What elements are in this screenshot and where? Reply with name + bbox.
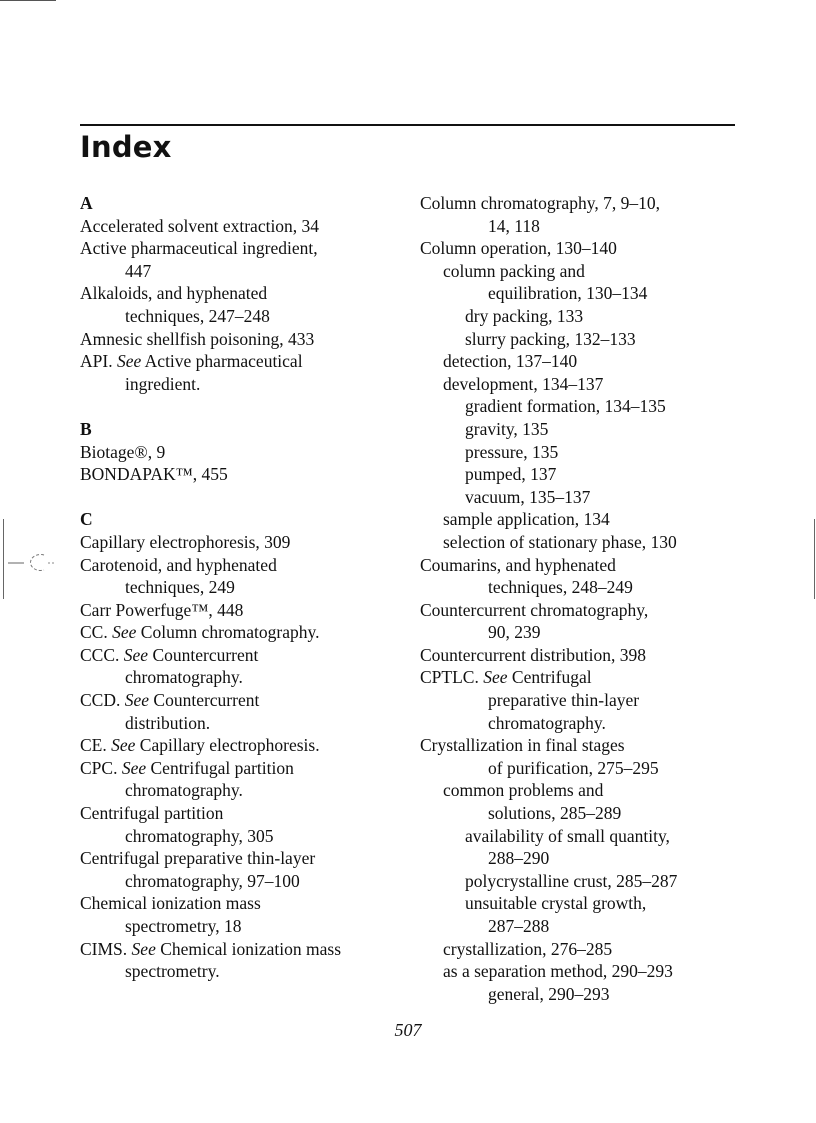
entry-abbreviation: CCC. (80, 644, 124, 665)
index-entry: Column chromatography, 7, 9–10, (420, 193, 660, 213)
index-entry (80, 350, 410, 373)
index-entry (80, 757, 410, 780)
index-entry: Countercurrent chromatography, (420, 599, 649, 620)
index-entry-continuation: 14, 118 (488, 215, 540, 236)
entry-target: Centrifugal partition (146, 757, 294, 778)
see-reference: See (112, 622, 137, 643)
index-entry-continuation: chromatography. (125, 780, 243, 801)
index-letter-heading: B (80, 418, 92, 439)
index-letter-heading: C (80, 509, 93, 530)
entry-target: Column chromatography. (136, 622, 320, 643)
index-entry: Capillary electrophoresis, 309 (80, 531, 291, 552)
punch-hole-mark (8, 552, 58, 572)
binding-edge-right (814, 519, 815, 599)
index-entry-continuation: 90, 239 (488, 622, 541, 643)
index-entry: Centrifugal preparative thin-layer (80, 848, 316, 869)
entry-abbreviation: API. (80, 351, 117, 372)
index-entry-continuation: solutions, 285–289 (488, 803, 622, 824)
index-entry-continuation: sample application, 134 (443, 509, 610, 530)
index-entry: Amnesic shellfish poisoning, 433 (80, 328, 315, 349)
entry-abbreviation: CIMS. (80, 938, 132, 959)
index-entry: Coumarins, and hyphenated (420, 554, 616, 575)
entry-target: Countercurrent (148, 644, 259, 665)
index-letter-heading: A (80, 193, 93, 213)
index-column-left (80, 192, 410, 983)
section-spacer (80, 395, 410, 418)
index-entry-continuation: common problems and (443, 780, 604, 801)
index-entry-continuation: distribution. (125, 712, 211, 733)
index-column-right (420, 192, 740, 1005)
entry-target: Active pharmaceutical (141, 351, 303, 372)
index-entry: Crystallization in final stages (420, 735, 625, 756)
index-entry-continuation: techniques, 247–248 (125, 305, 270, 326)
index-entry: Chemical ionization mass (80, 893, 261, 914)
section-spacer (80, 486, 410, 509)
index-entry (80, 689, 410, 712)
index-entry-continuation: selection of stationary phase, 130 (443, 531, 677, 552)
index-entry-continuation: techniques, 248–249 (488, 577, 633, 598)
index-entry: Carotenoid, and hyphenated (80, 554, 277, 575)
index-entry: BONDAPAK™, 455 (80, 464, 228, 485)
entry-target: Countercurrent (149, 690, 260, 711)
index-entry-continuation: availability of small quantity, (465, 825, 670, 846)
index-entry-continuation: chromatography, 97–100 (125, 870, 300, 891)
index-entry (80, 734, 410, 757)
index-entry-continuation: equilibration, 130–134 (488, 283, 648, 304)
index-entry (80, 938, 410, 961)
index-entry: Accelerated solvent extraction, 34 (80, 215, 320, 236)
entry-abbreviation: CC. (80, 622, 113, 643)
see-reference: See (121, 757, 147, 778)
index-entry-continuation: chromatography, 305 (125, 825, 274, 846)
index-entry-continuation: unsuitable crystal growth, (465, 893, 647, 914)
see-reference: See (124, 690, 150, 711)
index-entry-continuation: of purification, 275–295 (488, 757, 659, 778)
index-entry: Alkaloids, and hyphenated (80, 283, 268, 304)
index-entry-continuation: polycrystalline crust, 285–287 (465, 870, 678, 891)
index-entry: Biotage®, 9 (80, 441, 166, 462)
entry-target: Chemical ionization mass (155, 938, 342, 959)
title-rule (80, 124, 735, 126)
entry-abbreviation: CCD. (80, 690, 125, 711)
index-entry-continuation: crystallization, 276–285 (443, 938, 613, 959)
page-number: 507 (394, 1020, 422, 1040)
index-entry-continuation: development, 134–137 (443, 373, 604, 394)
index-entry-continuation: techniques, 249 (125, 577, 235, 598)
index-entry-continuation: 288–290 (488, 848, 550, 869)
index-entry-continuation: as a separation method, 290–293 (443, 961, 673, 982)
see-reference: See (483, 667, 508, 688)
see-reference: See (116, 351, 142, 372)
index-entry-continuation: ingredient. (125, 373, 201, 394)
index-entry-continuation: column packing and (443, 260, 585, 281)
entry-target: Centrifugal (507, 667, 592, 688)
index-entry-continuation: preparative thin-layer (488, 690, 640, 711)
binding-edge-left (3, 519, 4, 599)
see-reference: See (111, 735, 136, 756)
see-reference: See (131, 938, 156, 959)
index-entry-continuation: detection, 137–140 (443, 351, 578, 372)
index-entry-continuation: spectrometry, 18 (125, 916, 242, 936)
index-entry-continuation: pumped, 137 (465, 464, 557, 485)
see-reference: See (123, 644, 149, 665)
index-entry-continuation: gradient formation, 134–135 (465, 396, 666, 417)
index-entry (80, 644, 410, 667)
index-entry: Countercurrent distribution, 398 (420, 644, 647, 665)
index-entry: Carr Powerfuge™, 448 (80, 599, 244, 620)
index-entry-continuation: pressure, 135 (465, 441, 559, 462)
index-entry-continuation: 447 (125, 260, 152, 281)
entry-abbreviation: CPTLC. (420, 667, 484, 688)
index-entry-continuation: dry packing, 133 (465, 305, 584, 326)
index-entry-continuation: gravity, 135 (465, 418, 549, 439)
index-entry-continuation: slurry packing, 132–133 (465, 328, 636, 349)
index-entry-continuation: 287–288 (488, 916, 550, 936)
index-entry-continuation: vacuum, 135–137 (465, 486, 591, 507)
entry-abbreviation: CPC. (80, 757, 122, 778)
index-entry: Column operation, 130–140 (420, 238, 617, 259)
index-entry: Active pharmaceutical ingredient, (80, 238, 318, 259)
index-entry (80, 621, 410, 644)
corner-crop-mark (0, 0, 56, 1)
index-entry-continuation: chromatography. (488, 712, 606, 733)
page-title: Index (80, 130, 172, 164)
index-entry-continuation: general, 290–293 (488, 983, 610, 1004)
entry-abbreviation: CE. (80, 735, 112, 756)
index-entry-continuation: spectrometry. (125, 961, 220, 982)
index-entry (420, 666, 740, 689)
index-entry-continuation: chromatography. (125, 667, 243, 688)
index-entry: Centrifugal partition (80, 803, 224, 824)
entry-target: Capillary electrophoresis. (135, 735, 320, 756)
